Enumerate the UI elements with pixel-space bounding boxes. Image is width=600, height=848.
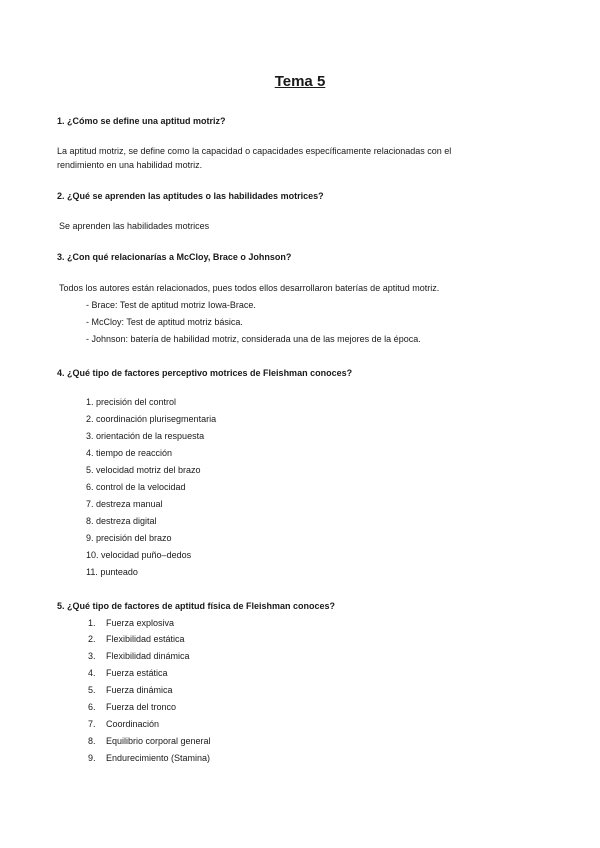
list-item: 10. velocidad puño–dedos [86,550,192,560]
list-number: 7. [88,719,96,729]
list-text: Coordinación [106,719,160,729]
list-item: 5. velocidad motriz del brazo [86,465,201,475]
list-text: Endurecimiento (Stamina) [106,753,211,763]
list-item: 11. punteado [86,567,138,577]
list-text: Fuerza dinámica [106,685,173,695]
list-number: 1. [88,618,96,628]
question-1: 1. ¿Cómo se define una aptitud motriz? [57,116,226,126]
list-number: 2. [88,634,96,644]
question-5: 5. ¿Qué tipo de factores de aptitud física de Fleishman conoces? [57,601,336,611]
list-number: 9. [88,753,96,763]
list-item: 7. destreza manual [86,499,163,509]
list-number: 4. [88,668,96,678]
question-3: 3. ¿Con qué relacionarías a McCloy, Brace o Johnson? [57,252,292,262]
list-item: 8. destreza digital [86,516,157,526]
answer-2: Se aprenden las habilidades motrices [59,221,210,231]
list-number: 3. [88,651,96,661]
answer-1-line-1: La aptitud motriz, se define como la capacidad o capacidades específicamente relacionadas con el [57,146,452,156]
list-text: Fuerza estática [106,668,168,678]
list-item: 6. control de la velocidad [86,482,186,492]
answer-1-line-2: rendimiento en una habilidad motriz. [57,160,203,170]
answer-3: Todos los autores están relacionados, pues todos ellos desarrollaron baterías de aptitud motriz. [59,283,440,293]
list-item: 9. precisión del brazo [86,533,172,543]
list-item: 4. tiempo de reacción [86,448,173,458]
author-item: - McCloy: Test de aptitud motriz básica. [86,317,243,327]
list-number: 5. [88,685,96,695]
question-2: 2. ¿Qué se aprenden las aptitudes o las habilidades motrices? [57,191,324,201]
list-number: 8. [88,736,96,746]
list-number: 6. [88,702,96,712]
list-item: 2. coordinación plurisegmentaria [86,414,217,424]
page-title: Tema 5 [274,73,326,90]
list-text: Fuerza explosiva [106,618,175,628]
author-item: - Brace: Test de aptitud motriz Iowa-Brace. [86,300,256,310]
list-item: 3. orientación de la respuesta [86,431,205,441]
list-item: 1. precisión del control [86,397,177,407]
list-text: Flexibilidad estática [106,634,185,644]
question-4: 4. ¿Qué tipo de factores perceptivo motrices de Fleishman conoces? [57,368,353,378]
list-text: Equilibrio corporal general [106,736,211,746]
list-text: Fuerza del tronco [106,702,177,712]
list-text: Flexibilidad dinámica [106,651,190,661]
author-item: - Johnson: batería de habilidad motriz, considerada una de las mejores de la época. [86,334,421,344]
